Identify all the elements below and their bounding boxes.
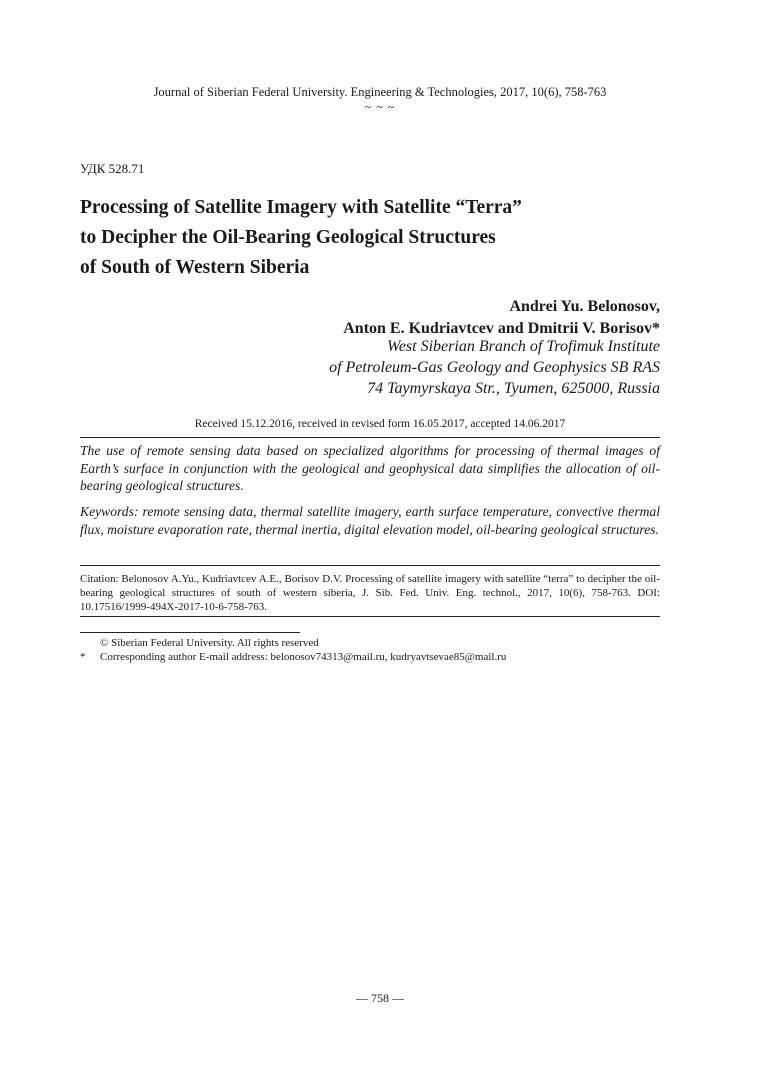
authors	[343, 296, 660, 340]
udc-code: УДК 528.71	[80, 161, 145, 176]
divider	[80, 616, 660, 617]
journal-header: Journal of Siberian Federal University. Engineering & Technologies, 2017, 10(6), 758-763	[153, 85, 607, 99]
footnote-divider	[80, 632, 300, 633]
page-number: — 758 —	[356, 991, 404, 1005]
affiliation-line: 74 Taymyrskaya Str., Tyumen, 625000, Russia	[367, 380, 660, 397]
divider	[80, 437, 660, 438]
affiliation-line: of Petroleum-Gas Geology and Geophysics SB RAS	[329, 359, 660, 376]
title-line: to Decipher the Oil-Bearing Geological Structures	[80, 227, 496, 248]
citation: Citation: Belonosov A.Yu., Kudriavtcev A.E., Borisov D.V. Processing of satellite imagery with satellite “terra” to decipher the oil-bearing geological structures of south of western siberia, J. Sib. Fed. Univ. Eng. technol., 2017, 10(6), 758-763. DOI: 10.17516/1999-494X-2017-10-6-758-763.	[80, 573, 660, 613]
footnote-text: © Siberian Federal University. All rights reserved	[100, 637, 319, 649]
paper-title	[80, 193, 680, 283]
header-separator: ~ ~ ~	[364, 100, 396, 114]
footnote-mark: *	[80, 651, 86, 663]
received-dates: Received 15.12.2016, received in revised form 16.05.2017, accepted 14.06.2017	[194, 418, 566, 430]
author-line: Andrei Yu. Belonosov,	[509, 298, 660, 315]
title-line: of South of Western Siberia	[80, 257, 310, 278]
keywords: Keywords: remote sensing data, thermal satellite imagery, earth surface temperature, convective thermal flux, moisture evaporation rate, thermal inertia, digital elevation model, oil-bearing geological structures.	[80, 504, 660, 537]
affiliation	[329, 336, 660, 399]
abstract: The use of remote sensing data based on specialized algorithms for processing of thermal images of Earth’s surface in conjunction with the geological and geophysical data simplifies the allocation of oil-bearing geological structures.	[80, 443, 660, 493]
affiliation-line: West Siberian Branch of Trofimuk Institute	[386, 338, 660, 355]
title-line: Processing of Satellite Imagery with Satellite “Terra”	[80, 197, 522, 218]
divider	[80, 565, 660, 566]
footnote-text: Corresponding author E-mail address: belonosov74313@mail.ru, kudryavtsevae85@mail.ru	[100, 651, 507, 663]
author-line: Anton E. Kudriavtcev and Dmitrii V. Borisov*	[343, 320, 660, 337]
